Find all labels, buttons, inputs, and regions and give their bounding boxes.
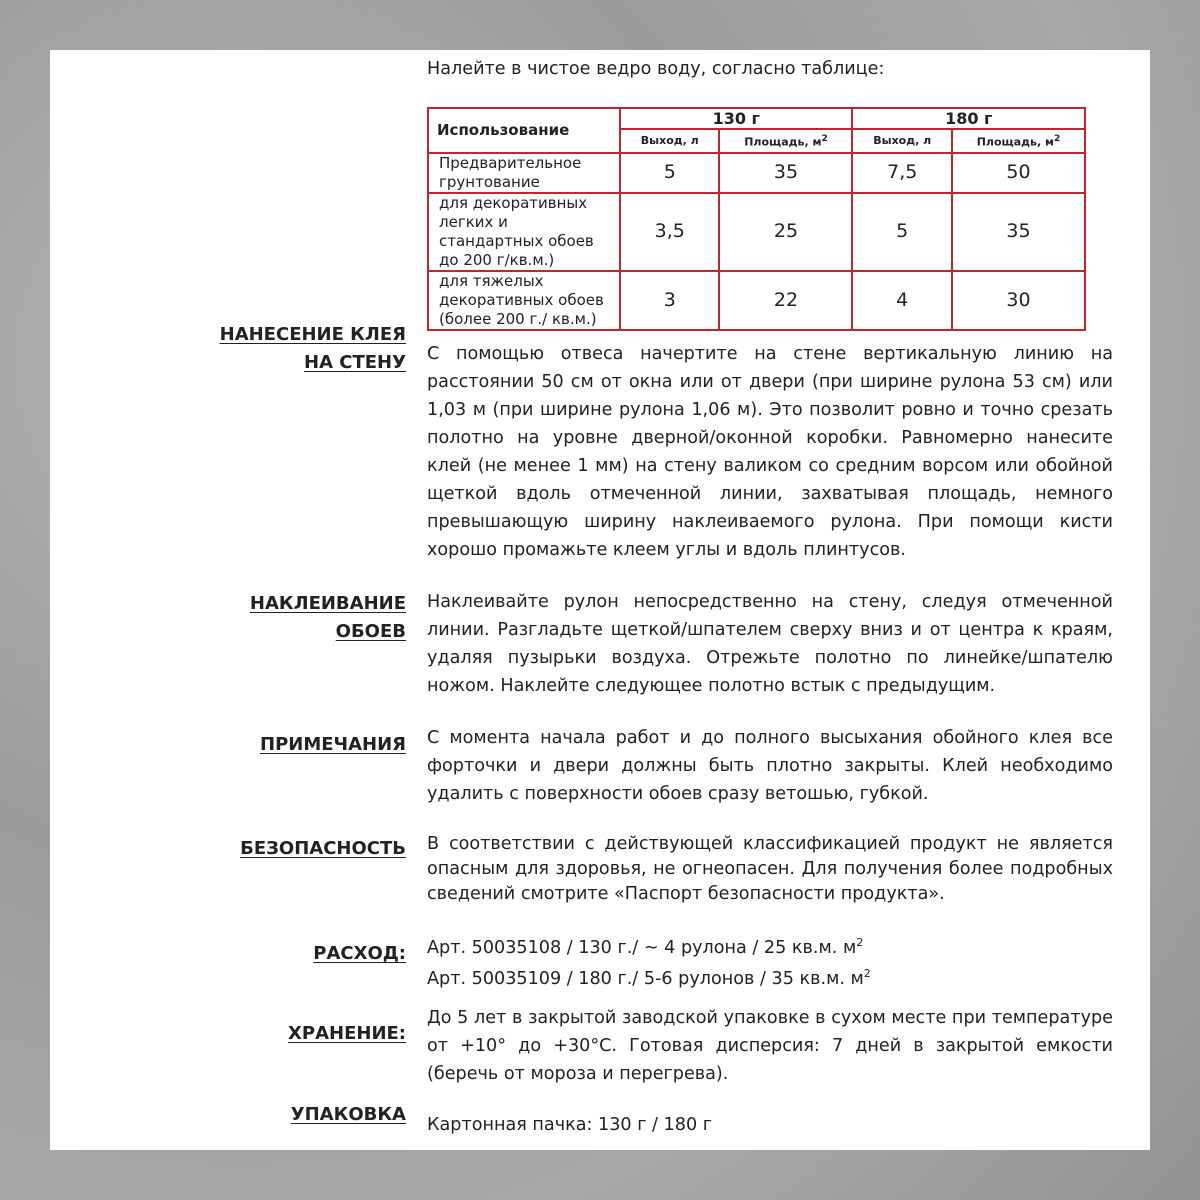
section-label-safety: БЕЗОПАСНОСТЬ <box>240 838 406 859</box>
subheader: Выход, л <box>852 129 951 153</box>
section-label-hanging: НАКЛЕИВАНИЕ ОБОЕВ <box>249 593 406 642</box>
section-text-hanging: Наклеивайте рулон непосредственно на стену, следуя отмеченной линии. Разгладьте щеткой/шпателем сверху вниз и от центра к краям, удаляя пузырьки воздуха. Отрежьте полотно по линейке/шпателю ножом. Наклейте следующее полотно встык с предыдущим. <box>427 592 1113 696</box>
section-text-safety: В соответствии с действующей классификацией продукт не является опасным для здоровья, не огнеопасен. Для получения более подробных сведений смотрите «Паспорт безопасности продукта». <box>427 834 1113 904</box>
section-text-notes: С момента начала работ и до полного высыхания обойного клея все форточки и двери должны быть плотно закрыты. Клей необходимо удалить с поверхности обоев сразу ветошью, губкой. <box>427 728 1113 804</box>
section-text-packaging: Картонная пачка: 130 г / 180 г <box>427 1115 712 1135</box>
section-text-consumption: Арт. 50035108 / 130 г./ ~ 4 рулона / 25 кв.м. $м^2$ Арт. 50035109 / 180 г./ 5-6 рулонов / 35 кв.м. $м^2$ <box>427 936 871 989</box>
table-row: для тяжелых декоративных обоев (более 200 г./ кв.м.) 3 22 4 30 <box>428 271 1085 330</box>
subheader: Площадь, $м^2$ <box>952 129 1085 153</box>
table-row: Предварительное грунтование 5 35 7,5 50 <box>428 153 1085 193</box>
subheader: Площадь, $м^2$ <box>719 129 852 153</box>
intro-text: Налейте в чистое ведро воду, согласно таблице: <box>427 59 885 79</box>
section-label-glue: НАНЕСЕНИЕ КЛЕЯ НА СТЕНУ <box>219 324 406 373</box>
section-label-storage: ХРАНЕНИЕ: <box>288 1023 406 1044</box>
group-header: 130 г <box>620 108 852 129</box>
water-table <box>427 107 1086 331</box>
section-text-storage: До 5 лет в закрытой заводской упаковке в сухом месте при температуре от +10° до +30°С. Готовая дисперсия: 7 дней в закрытой емкости (беречь от мороза и перегрева). <box>427 1008 1113 1084</box>
section-label-packaging: УПАКОВКА <box>290 1104 406 1125</box>
section-label-notes: ПРИМЕЧАНИЯ <box>260 734 406 755</box>
group-header: 180 г <box>852 108 1085 129</box>
section-label-consumption: РАСХОД: <box>313 943 406 964</box>
subheader: Выход, л <box>620 129 719 153</box>
table-row: для декоративных легких и стандартных обоев до 200 г/кв.м.) 3,5 25 5 35 <box>428 193 1085 271</box>
section-text-glue: С помощью отвеса начертите на стене вертикальную линию на расстоянии 50 см от окна или от двери (при ширине рулона 53 см) или 1,03 м (при ширине рулона 1,06 м). Это позволит ровно и точно срезать полотно на уровне дверной/оконной коробки. Равномерно нанесите клей (не менее 1 мм) на стену валиком со средним ворсом или обойной щеткой вдоль отмеченной линии, захватывая площадь, немного превышающую ширину наклеиваемого рулона. При помощи кисти хорошо промажьте клеем углы и вдоль плинтусов. <box>427 344 1113 560</box>
usage-header: Использование <box>428 108 620 153</box>
